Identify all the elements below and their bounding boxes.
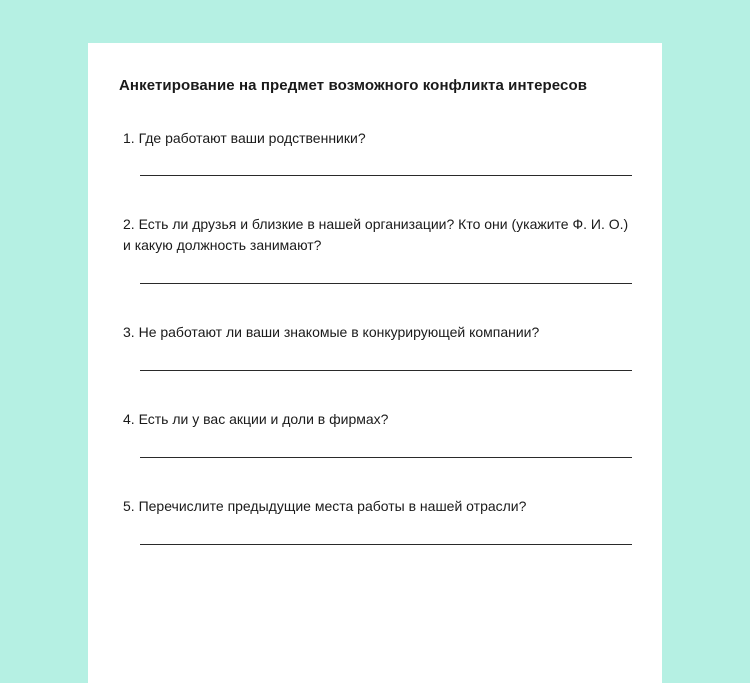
question-text xyxy=(123,409,633,430)
question-2 xyxy=(123,214,633,256)
question-number: 5. xyxy=(123,498,135,514)
answer-line[interactable] xyxy=(140,283,632,284)
question-number: 4. xyxy=(123,411,135,427)
question-3 xyxy=(123,322,633,343)
question-label: Не работают ли ваши знакомые в конкурирующей компании? xyxy=(138,324,540,340)
question-number: 3. xyxy=(123,324,135,340)
question-text xyxy=(123,214,633,256)
question-number: 1. xyxy=(123,130,135,146)
questionnaire-sheet xyxy=(88,43,662,683)
question-label: Перечислите предыдущие места работы в нашей отрасли? xyxy=(138,498,527,514)
question-4 xyxy=(123,409,633,430)
answer-line[interactable] xyxy=(140,175,632,176)
question-label: Где работают ваши родственники? xyxy=(138,130,366,146)
question-label: Есть ли у вас акции и доли в фирмах? xyxy=(138,411,389,427)
question-1 xyxy=(123,128,633,149)
answer-line[interactable] xyxy=(140,544,632,545)
answer-line[interactable] xyxy=(140,370,632,371)
question-label: Есть ли друзья и близкие в нашей организации? Кто они (укажите Ф. И. О.) и какую должность занимают? xyxy=(123,216,629,253)
question-5 xyxy=(123,496,633,517)
question-number: 2. xyxy=(123,216,135,232)
form-title: Анкетирование на предмет возможного конфликта интересов xyxy=(119,77,588,94)
answer-line[interactable] xyxy=(140,457,632,458)
question-text xyxy=(123,128,633,149)
question-text xyxy=(123,322,633,343)
question-text xyxy=(123,496,633,517)
